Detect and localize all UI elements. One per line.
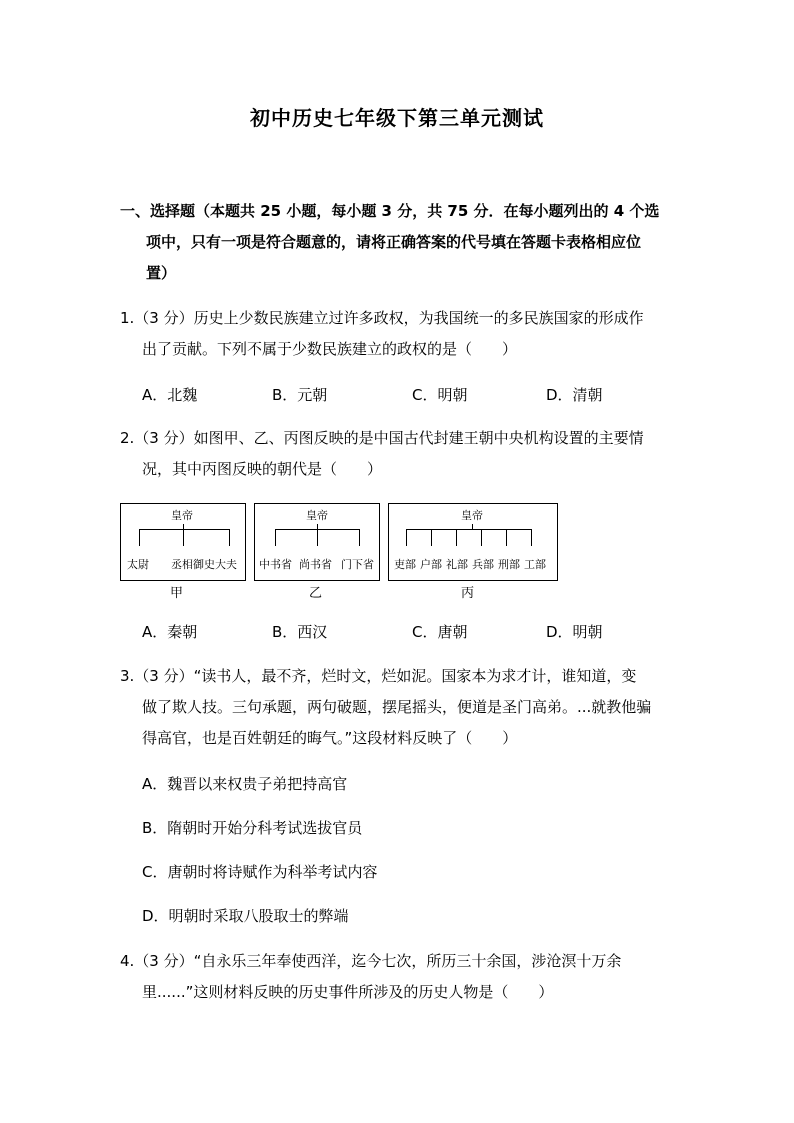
question-line: 3.（3 分）“读书人，最不齐，烂时文，烂如泥。国家本为求才计，谁知道，变 xyxy=(120,667,637,685)
diagram-caption: 甲 xyxy=(170,586,184,601)
question-line: 里......”这则材料反映的历史事件所涉及的历史人物是（ ） xyxy=(142,983,554,1001)
diagram-bottom-label: 吏部 xyxy=(394,558,416,571)
option-b[interactable]: B．元朝 xyxy=(272,386,328,404)
question-line: 4.（3 分）“自永乐三年奉使西洋，迄今七次，所历三十余国，涉沧溟十万余 xyxy=(120,952,622,970)
diagram-bottom-label: 丞相御史大夫 xyxy=(171,558,237,571)
question-4-stem xyxy=(120,946,690,1008)
question-3-stem xyxy=(120,661,690,754)
option-d[interactable]: D．清朝 xyxy=(546,386,603,404)
diagram-connector xyxy=(406,529,531,530)
question-line: 出了贡献。下列不属于少数民族建立的政权的是（ ） xyxy=(142,340,518,358)
diagram-top-label: 皇帝 xyxy=(306,509,328,522)
diagram-top-label: 皇帝 xyxy=(461,509,483,522)
diagram-connector xyxy=(229,529,230,546)
page-title: 初中历史七年级下第三单元测试 xyxy=(250,106,544,130)
option-a[interactable]: A．魏晋以来权贵子弟把持高官 xyxy=(142,775,348,793)
section-heading-line: 一、选择题（本题共 25 小题，每小题 3 分，共 75 分．在每小题列出的 4 个选 xyxy=(120,202,660,220)
diagram-bottom-label: 兵部 xyxy=(472,558,494,571)
diagram-connector xyxy=(431,529,432,546)
diagram-caption: 乙 xyxy=(309,586,323,601)
question-line: 1.（3 分）历史上少数民族建立过许多政权，为我国统一的多民族国家的形成作 xyxy=(120,309,644,327)
option-b[interactable]: B．隋朝时开始分科考试选拔官员 xyxy=(142,819,363,837)
diagram-connector xyxy=(139,529,140,546)
diagram-connector xyxy=(456,529,457,546)
diagram-connector xyxy=(139,529,229,530)
diagram-connector xyxy=(275,529,276,546)
section-heading-line: 置） xyxy=(146,264,177,282)
diagram-connector xyxy=(531,529,532,546)
diagram-connector xyxy=(406,529,407,546)
diagram-connector xyxy=(359,529,360,546)
diagram-top-label: 皇帝 xyxy=(171,509,193,522)
diagram-connector xyxy=(317,529,318,546)
question-line: 2.（3 分）如图甲、乙、丙图反映的是中国古代封建王朝中央机构设置的主要情 xyxy=(120,429,644,447)
option-a[interactable]: A．北魏 xyxy=(142,386,198,404)
diagram-connector xyxy=(183,529,184,546)
diagram-bing xyxy=(388,503,558,581)
question-line: 做了欺人技。三句承题，两句破题，摆尾摇头，便道是圣门高弟。...就教他骗 xyxy=(142,698,652,716)
section-heading-line: 项中，只有一项是符合题意的，请将正确答案的代号填在答题卡表格相应位 xyxy=(146,233,642,251)
question-line: 况，其中丙图反映的朝代是（ ） xyxy=(142,460,383,478)
diagram-jia xyxy=(120,503,246,581)
section-heading xyxy=(120,196,690,289)
diagram-bottom-label: 太尉 xyxy=(127,558,149,571)
diagram-bottom-label: 中书省 xyxy=(259,558,292,571)
diagram-caption: 丙 xyxy=(461,586,475,601)
diagram-bottom-label: 门下省 xyxy=(341,558,374,571)
diagram-bottom-label: 户部 xyxy=(420,558,442,571)
option-c[interactable]: C．唐朝时将诗赋作为科举考试内容 xyxy=(142,863,378,881)
diagram-bottom-label: 刑部 xyxy=(498,558,520,571)
question-2-stem xyxy=(120,423,690,485)
option-c[interactable]: C．唐朝 xyxy=(412,623,468,641)
option-a[interactable]: A．秦朝 xyxy=(142,623,198,641)
diagram-bottom-label: 礼部 xyxy=(446,558,468,571)
diagram-connector xyxy=(481,529,482,546)
option-d[interactable]: D．明朝 xyxy=(546,623,603,641)
diagram-connector xyxy=(506,529,507,546)
question-1-stem xyxy=(120,303,690,365)
option-d[interactable]: D．明朝时采取八股取士的弊端 xyxy=(142,907,349,925)
diagram-yi xyxy=(254,503,380,581)
diagram-bottom-label: 工部 xyxy=(524,558,546,571)
option-b[interactable]: B．西汉 xyxy=(272,623,328,641)
option-c[interactable]: C．明朝 xyxy=(412,386,468,404)
diagram-bottom-label: 尚书省 xyxy=(299,558,332,571)
question-line: 得高官，也是百姓朝廷的晦气。”这段材料反映了（ ） xyxy=(142,729,518,747)
